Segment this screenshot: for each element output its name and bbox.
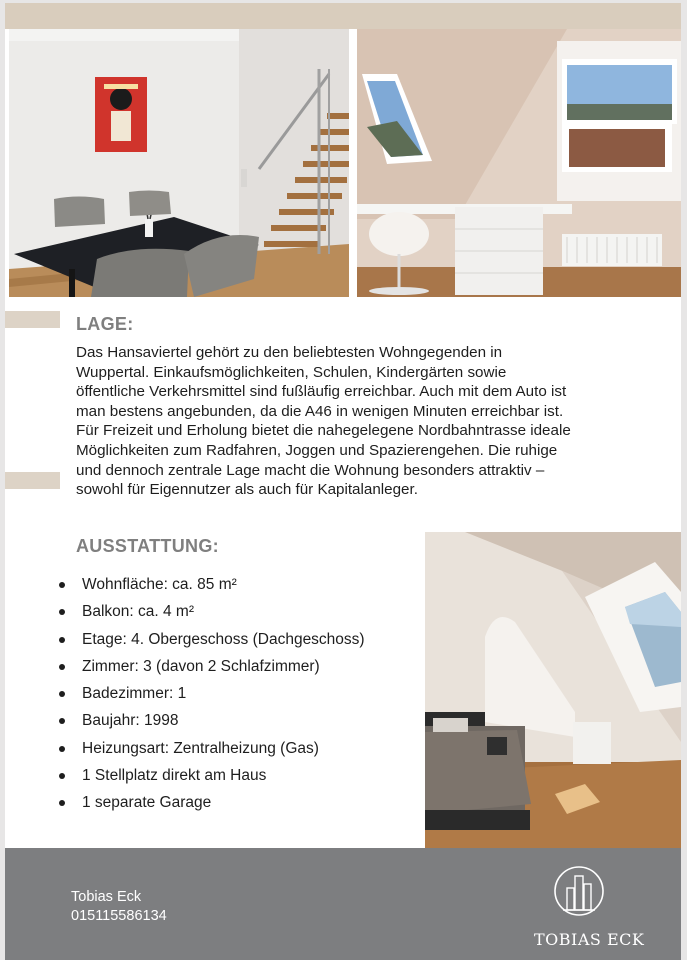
feature-list [58,571,365,817]
bullet-icon [59,800,65,806]
heading-ausstattung: AUSSTATTUNG: [76,536,219,556]
feature-text: 1 separate Garage [82,794,212,812]
feature-text: Heizungsart: Zentralheizung (Gas) [82,739,319,757]
bullet-icon [59,746,65,752]
feature-item [58,707,365,734]
accent-bar-lage [5,311,60,328]
expose-page [5,3,681,960]
contact-name: Tobias Eck [71,889,142,905]
bullet-icon [59,582,65,588]
heading-lage: LAGE: [76,314,134,334]
feature-text: Etage: 4. Obergeschoss (Dachgeschoss) [82,630,365,648]
bullet-icon [59,609,65,615]
bullet-icon [59,718,65,724]
feature-item [58,598,365,625]
photo-dining-room [9,29,349,297]
feature-item [58,789,365,816]
feature-text: Wohnfläche: ca. 85 m² [82,576,237,593]
feature-item [58,735,365,762]
building-skyline-icon [534,858,624,928]
brand-logo [534,858,645,954]
logo-text: TOBIAS ECK [534,930,645,949]
bullet-icon [59,664,65,670]
feature-item [58,571,365,598]
feature-item [58,680,365,707]
contact-phone: 015115586134 [71,908,167,924]
feature-item [58,626,365,653]
feature-item [58,653,365,680]
photo-office-room [357,29,681,297]
feature-text: Baujahr: 1998 [82,712,179,730]
accent-bar-ausstattung [5,472,60,489]
photo-bedroom [425,532,681,850]
feature-text: 1 Stellplatz direkt am Haus [82,767,267,785]
footer [5,848,681,960]
feature-text: Zimmer: 3 (davon 2 Schlafzimmer) [82,657,320,675]
top-accent-band [5,3,681,29]
lage-description: Das Hansaviertel gehört zu den beliebtesten Wohngegenden in Wuppertal. Einkaufsmöglichkeiten, Schulen, Kindergärten sowie öffentliche Verkehrsmittel sind fußläufig erreichbar. Auch mit dem Auto ist man bestens angebunden, da die A46 in wenigen Minuten erreichbar ist. Für Freizeit und Erholung bietet die nahegelegene Nordbahntrasse ideale Möglichkeiten zum Radfahren, Joggen und Spazierengehen. Die ruhige und dennoch zentrale Lage macht die Wohnung besonders attraktiv – sowohl für Eigennutzer als auch für Kapitalanleger. [76,344,571,499]
feature-text: Balkon: ca. 4 m² [82,603,194,621]
feature-text: Badezimmer: 1 [82,685,187,703]
feature-item [58,762,365,789]
bullet-icon [59,773,65,779]
bullet-icon [59,691,65,697]
bullet-icon [59,637,65,643]
